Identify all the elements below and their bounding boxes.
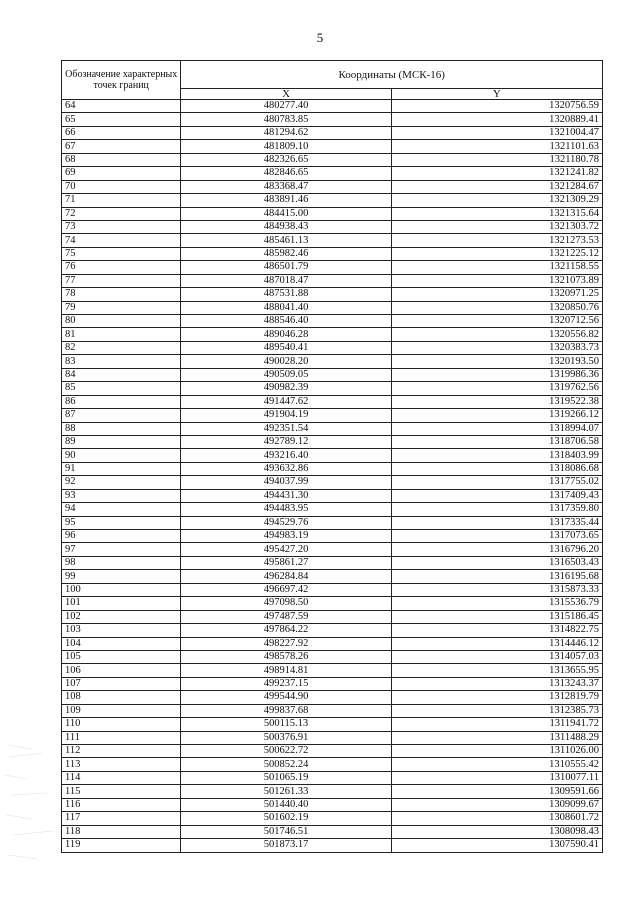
table-row [62, 731, 603, 744]
point-cell: 91 [62, 462, 181, 475]
header-x: X [181, 89, 391, 100]
x-cell: 495427.20 [181, 543, 391, 556]
point-cell: 109 [62, 704, 181, 717]
y-cell: 1311488.29 [391, 731, 602, 744]
y-cell: 1317359.80 [391, 503, 602, 516]
table-row [62, 247, 603, 260]
point-cell: 118 [62, 825, 181, 838]
y-cell: 1313243.37 [391, 677, 602, 690]
x-cell: 498578.26 [181, 650, 391, 663]
point-cell: 72 [62, 207, 181, 220]
point-cell: 83 [62, 355, 181, 368]
point-cell: 81 [62, 328, 181, 341]
table-row [62, 489, 603, 502]
y-cell: 1314822.75 [391, 624, 602, 637]
table-row [62, 234, 603, 247]
x-cell: 492351.54 [181, 422, 391, 435]
y-cell: 1321284.67 [391, 180, 602, 193]
y-cell: 1310077.11 [391, 771, 602, 784]
table-body [62, 100, 603, 853]
x-cell: 482846.65 [181, 167, 391, 180]
point-cell: 68 [62, 153, 181, 166]
y-cell: 1318706.58 [391, 435, 602, 448]
table-row [62, 140, 603, 153]
y-cell: 1312819.79 [391, 691, 602, 704]
table-row [62, 704, 603, 717]
y-cell: 1320556.82 [391, 328, 602, 341]
table-row [62, 100, 603, 113]
point-cell: 76 [62, 261, 181, 274]
point-cell: 119 [62, 839, 181, 852]
table-row [62, 691, 603, 704]
point-cell: 65 [62, 113, 181, 126]
x-cell: 490982.39 [181, 382, 391, 395]
x-cell: 498914.81 [181, 664, 391, 677]
y-cell: 1321241.82 [391, 167, 602, 180]
x-cell: 499837.68 [181, 704, 391, 717]
x-cell: 488546.40 [181, 315, 391, 328]
point-cell: 92 [62, 476, 181, 489]
table-row [62, 113, 603, 126]
y-cell: 1321180.78 [391, 153, 602, 166]
y-cell: 1320193.50 [391, 355, 602, 368]
x-cell: 493632.86 [181, 462, 391, 475]
x-cell: 491904.19 [181, 409, 391, 422]
table-row [62, 288, 603, 301]
x-cell: 484415.00 [181, 207, 391, 220]
point-cell: 87 [62, 409, 181, 422]
x-cell: 497098.50 [181, 597, 391, 610]
table-row [62, 126, 603, 139]
x-cell: 497487.59 [181, 610, 391, 623]
x-cell: 501873.17 [181, 839, 391, 852]
y-cell: 1318403.99 [391, 449, 602, 462]
x-cell: 481294.62 [181, 126, 391, 139]
y-cell: 1313655.95 [391, 664, 602, 677]
coordinates-table [61, 60, 603, 853]
table-row [62, 543, 603, 556]
x-cell: 493216.40 [181, 449, 391, 462]
x-cell: 485461.13 [181, 234, 391, 247]
y-cell: 1311026.00 [391, 745, 602, 758]
table-row [62, 395, 603, 408]
table-row [62, 422, 603, 435]
x-cell: 500115.13 [181, 718, 391, 731]
point-cell: 98 [62, 556, 181, 569]
table-row [62, 583, 603, 596]
table-row [62, 624, 603, 637]
point-cell: 100 [62, 583, 181, 596]
y-cell: 1317409.43 [391, 489, 602, 502]
point-cell: 114 [62, 771, 181, 784]
x-cell: 495861.27 [181, 556, 391, 569]
x-cell: 501746.51 [181, 825, 391, 838]
point-cell: 106 [62, 664, 181, 677]
x-cell: 490509.05 [181, 368, 391, 381]
point-cell: 70 [62, 180, 181, 193]
point-cell: 99 [62, 570, 181, 583]
y-cell: 1320850.76 [391, 301, 602, 314]
y-cell: 1317335.44 [391, 516, 602, 529]
table-row [62, 610, 603, 623]
y-cell: 1312385.73 [391, 704, 602, 717]
table-row [62, 664, 603, 677]
table-row [62, 650, 603, 663]
y-cell: 1311941.72 [391, 718, 602, 731]
x-cell: 494037.99 [181, 476, 391, 489]
point-cell: 107 [62, 677, 181, 690]
table-row [62, 194, 603, 207]
y-cell: 1319522.38 [391, 395, 602, 408]
x-cell: 490028.20 [181, 355, 391, 368]
table-row [62, 839, 603, 852]
x-cell: 501261.33 [181, 785, 391, 798]
y-cell: 1307590.41 [391, 839, 602, 852]
point-cell: 113 [62, 758, 181, 771]
table-row [62, 597, 603, 610]
table-row [62, 476, 603, 489]
table-row [62, 758, 603, 771]
point-cell: 82 [62, 341, 181, 354]
y-cell: 1321273.53 [391, 234, 602, 247]
point-cell: 75 [62, 247, 181, 260]
point-cell: 105 [62, 650, 181, 663]
y-cell: 1315186.45 [391, 610, 602, 623]
y-cell: 1314446.12 [391, 637, 602, 650]
point-cell: 101 [62, 597, 181, 610]
table-row [62, 207, 603, 220]
x-cell: 494431.30 [181, 489, 391, 502]
y-cell: 1321225.12 [391, 247, 602, 260]
y-cell: 1321303.72 [391, 220, 602, 233]
x-cell: 494983.19 [181, 530, 391, 543]
x-cell: 500622.72 [181, 745, 391, 758]
y-cell: 1309099.67 [391, 798, 602, 811]
x-cell: 481809.10 [181, 140, 391, 153]
y-cell: 1321101.63 [391, 140, 602, 153]
x-cell: 501602.19 [181, 812, 391, 825]
table-row [62, 368, 603, 381]
header-coordinates: Координаты (МСК-16) [181, 61, 603, 89]
table-row [62, 449, 603, 462]
y-cell: 1321158.55 [391, 261, 602, 274]
table-row [62, 530, 603, 543]
point-cell: 93 [62, 489, 181, 502]
y-cell: 1316195.68 [391, 570, 602, 583]
y-cell: 1321309.29 [391, 194, 602, 207]
x-cell: 500852.24 [181, 758, 391, 771]
x-cell: 483891.46 [181, 194, 391, 207]
point-cell: 78 [62, 288, 181, 301]
x-cell: 491447.62 [181, 395, 391, 408]
table-row [62, 745, 603, 758]
y-cell: 1318994.07 [391, 422, 602, 435]
y-cell: 1320971.25 [391, 288, 602, 301]
table-row [62, 315, 603, 328]
y-cell: 1315536.79 [391, 597, 602, 610]
point-cell: 95 [62, 516, 181, 529]
x-cell: 483368.47 [181, 180, 391, 193]
table-row [62, 677, 603, 690]
table-row [62, 274, 603, 287]
point-cell: 89 [62, 435, 181, 448]
x-cell: 489046.28 [181, 328, 391, 341]
table-row [62, 153, 603, 166]
y-cell: 1310555.42 [391, 758, 602, 771]
x-cell: 480783.85 [181, 113, 391, 126]
x-cell: 492789.12 [181, 435, 391, 448]
y-cell: 1319762.56 [391, 382, 602, 395]
table-row [62, 409, 603, 422]
y-cell: 1321073.89 [391, 274, 602, 287]
x-cell: 494529.76 [181, 516, 391, 529]
point-cell: 64 [62, 100, 181, 113]
point-cell: 104 [62, 637, 181, 650]
point-cell: 110 [62, 718, 181, 731]
x-cell: 480277.40 [181, 100, 391, 113]
y-cell: 1319986.36 [391, 368, 602, 381]
table-row [62, 556, 603, 569]
point-cell: 102 [62, 610, 181, 623]
y-cell: 1314057.03 [391, 650, 602, 663]
x-cell: 500376.91 [181, 731, 391, 744]
table-row [62, 462, 603, 475]
table-row [62, 382, 603, 395]
point-cell: 96 [62, 530, 181, 543]
point-cell: 88 [62, 422, 181, 435]
y-cell: 1317755.02 [391, 476, 602, 489]
y-cell: 1320889.41 [391, 113, 602, 126]
x-cell: 494483.95 [181, 503, 391, 516]
table-row [62, 355, 603, 368]
point-cell: 66 [62, 126, 181, 139]
x-cell: 501065.19 [181, 771, 391, 784]
table-row [62, 328, 603, 341]
table-row [62, 718, 603, 731]
point-cell: 90 [62, 449, 181, 462]
x-cell: 497864.22 [181, 624, 391, 637]
y-cell: 1320712.56 [391, 315, 602, 328]
point-cell: 69 [62, 167, 181, 180]
point-cell: 112 [62, 745, 181, 758]
table-row [62, 503, 603, 516]
header-points: Обозначение характерных точек границ [62, 61, 181, 100]
x-cell: 482326.65 [181, 153, 391, 166]
table-row [62, 220, 603, 233]
point-cell: 77 [62, 274, 181, 287]
y-cell: 1320756.59 [391, 100, 602, 113]
x-cell: 486501.79 [181, 261, 391, 274]
header-y: Y [391, 89, 602, 100]
y-cell: 1319266.12 [391, 409, 602, 422]
point-cell: 97 [62, 543, 181, 556]
x-cell: 487531.88 [181, 288, 391, 301]
point-cell: 79 [62, 301, 181, 314]
point-cell: 103 [62, 624, 181, 637]
table-row [62, 798, 603, 811]
point-cell: 84 [62, 368, 181, 381]
x-cell: 498227.92 [181, 637, 391, 650]
point-cell: 67 [62, 140, 181, 153]
x-cell: 484938.43 [181, 220, 391, 233]
point-cell: 116 [62, 798, 181, 811]
x-cell: 499544.90 [181, 691, 391, 704]
point-cell: 111 [62, 731, 181, 744]
point-cell: 117 [62, 812, 181, 825]
x-cell: 496284.84 [181, 570, 391, 583]
point-cell: 115 [62, 785, 181, 798]
x-cell: 496697.42 [181, 583, 391, 596]
y-cell: 1316503.43 [391, 556, 602, 569]
y-cell: 1308098.43 [391, 825, 602, 838]
x-cell: 499237.15 [181, 677, 391, 690]
point-cell: 85 [62, 382, 181, 395]
page-number: 5 [316, 30, 324, 45]
x-cell: 485982.46 [181, 247, 391, 260]
scan-noise-mark [2, 735, 57, 875]
x-cell: 501440.40 [181, 798, 391, 811]
x-cell: 489540.41 [181, 341, 391, 354]
table-row [62, 785, 603, 798]
y-cell: 1316796.20 [391, 543, 602, 556]
point-cell: 80 [62, 315, 181, 328]
point-cell: 86 [62, 395, 181, 408]
y-cell: 1320383.73 [391, 341, 602, 354]
x-cell: 487018.47 [181, 274, 391, 287]
point-cell: 94 [62, 503, 181, 516]
point-cell: 108 [62, 691, 181, 704]
table-row [62, 301, 603, 314]
y-cell: 1315873.33 [391, 583, 602, 596]
point-cell: 74 [62, 234, 181, 247]
table-row [62, 825, 603, 838]
y-cell: 1317073.65 [391, 530, 602, 543]
y-cell: 1321315.64 [391, 207, 602, 220]
table-row [62, 435, 603, 448]
table-row [62, 771, 603, 784]
table-row [62, 180, 603, 193]
y-cell: 1309591.66 [391, 785, 602, 798]
table-row [62, 261, 603, 274]
y-cell: 1321004.47 [391, 126, 602, 139]
x-cell: 488041.40 [181, 301, 391, 314]
table-row [62, 570, 603, 583]
table-row [62, 637, 603, 650]
table-row [62, 516, 603, 529]
table-row [62, 341, 603, 354]
y-cell: 1308601.72 [391, 812, 602, 825]
table-row [62, 812, 603, 825]
table-row [62, 167, 603, 180]
point-cell: 73 [62, 220, 181, 233]
point-cell: 71 [62, 194, 181, 207]
y-cell: 1318086.68 [391, 462, 602, 475]
